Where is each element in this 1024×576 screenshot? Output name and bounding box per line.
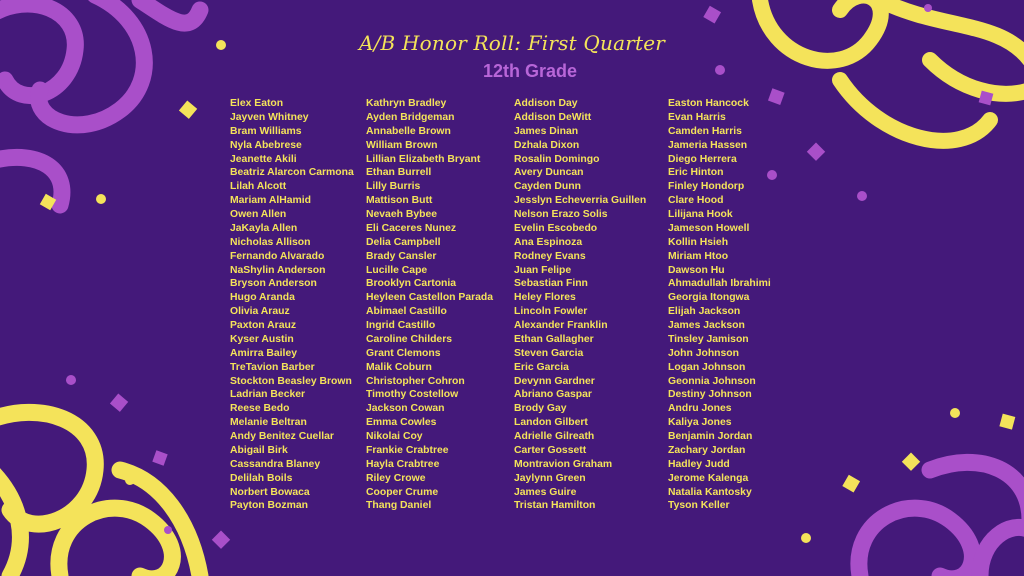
- student-name: Rodney Evans: [514, 250, 586, 262]
- student-name: Adrielle Gilreath: [514, 431, 595, 442]
- student-name: Bryson Anderson: [230, 278, 317, 290]
- student-name: Norbert Bowaca: [230, 486, 310, 498]
- student-name: Delilah Boils: [230, 472, 293, 484]
- student-name: Devynn Gardner: [514, 375, 595, 387]
- student-name: Kaliya Jones: [668, 417, 732, 429]
- student-name: Delia Campbell: [366, 236, 441, 248]
- student-name: Cooper Crume: [366, 486, 439, 498]
- student-name: Dawson Hu: [668, 264, 725, 276]
- student-name: Natalia Kantosky: [668, 486, 752, 498]
- student-name: Melanie Beltran: [230, 417, 307, 429]
- student-name: Montravion Graham: [514, 458, 613, 470]
- student-name: Geonnia Johnson: [668, 375, 756, 387]
- student-name: Cayden Dunn: [514, 181, 581, 193]
- student-name: Abimael Castillo: [366, 306, 447, 318]
- student-name: Hugo Aranda: [230, 292, 295, 304]
- student-name: Brooklyn Cartonia: [366, 278, 457, 290]
- student-name: Hadley Judd: [668, 458, 730, 470]
- student-name: Jackson Cowan: [366, 403, 445, 415]
- student-name: Lillian Elizabeth Bryant: [366, 153, 481, 165]
- student-name: Payton Bozman: [230, 500, 308, 512]
- student-name: Malik Coburn: [366, 361, 432, 373]
- student-name: Ethan Gallagher: [514, 333, 594, 345]
- student-name: Heley Flores: [514, 292, 576, 304]
- student-name: Finley Hondorp: [668, 181, 745, 193]
- student-name: Miriam Htoo: [668, 250, 729, 262]
- student-name: Sebastian Finn: [514, 278, 588, 290]
- student-name: Evan Harris: [668, 111, 726, 123]
- student-name: Mattison Butt: [366, 195, 433, 207]
- student-name: Easton Hancock: [668, 98, 749, 109]
- student-name: TreTavion Barber: [230, 361, 315, 373]
- student-name: Eli Caceres Nunez: [366, 222, 457, 234]
- student-name: Mariam AlHamid: [230, 195, 312, 207]
- student-name: Addison Day: [514, 98, 578, 109]
- student-name: Christopher Cohron: [366, 375, 465, 387]
- student-name: Destiny Johnson: [668, 389, 752, 401]
- student-name: Addison DeWitt: [514, 111, 592, 123]
- student-name: Landon Gilbert: [514, 417, 588, 429]
- name-column-2: [366, 97, 493, 513]
- student-name: Jeanette Akili: [230, 153, 297, 165]
- student-name: Bram Williams: [230, 125, 302, 137]
- student-name: Jayven Whitney: [230, 111, 309, 123]
- student-name: Tinsley Jamison: [668, 333, 749, 345]
- student-name: James Jackson: [668, 320, 745, 331]
- student-name: Cassandra Blaney: [230, 458, 321, 470]
- student-name: Lincoln Fowler: [514, 306, 588, 318]
- student-name: Ana Espinoza: [514, 236, 583, 248]
- student-name: Hayla Crabtree: [366, 458, 440, 470]
- student-name: Lilly Burris: [366, 181, 421, 193]
- student-name: Lilah Alcott: [230, 181, 287, 193]
- student-name: Lucille Cape: [366, 264, 428, 276]
- student-name: John Johnson: [668, 347, 739, 359]
- student-name: Reese Bedo: [230, 403, 290, 415]
- student-name: JaKayla Allen: [230, 222, 298, 234]
- student-name: Georgia Itongwa: [668, 292, 750, 304]
- grade-subtitle: 12th Grade: [482, 61, 578, 81]
- student-name: Olivia Arauz: [230, 306, 290, 318]
- student-name: Benjamin Jordan: [668, 431, 753, 442]
- student-name: Heyleen Castellon Parada: [366, 292, 494, 304]
- student-name: Stockton Beasley Brown: [230, 375, 352, 387]
- student-name: Jameria Hassen: [668, 139, 748, 151]
- student-name: Brody Gay: [514, 403, 567, 415]
- student-name: James Dinan: [514, 125, 579, 137]
- student-name: Ladrian Becker: [230, 389, 306, 401]
- student-name: Timothy Costellow: [366, 389, 459, 401]
- student-name: Thang Daniel: [366, 500, 432, 512]
- student-name: Abriano Gaspar: [514, 389, 592, 401]
- student-name: Jaylynn Green: [514, 472, 586, 484]
- student-name: Kyser Austin: [230, 333, 294, 345]
- student-name: William Brown: [366, 139, 438, 151]
- student-name: Caroline Childers: [366, 333, 453, 345]
- student-name: Logan Johnson: [668, 361, 746, 373]
- student-name: Andy Benitez Cuellar: [230, 431, 334, 442]
- student-name: Nelson Erazo Solis: [514, 209, 608, 220]
- student-name: Abigail Birk: [230, 444, 288, 456]
- student-name: Fernando Alvarado: [230, 250, 325, 262]
- student-name: Andru Jones: [668, 403, 732, 415]
- student-name: Nyla Abebrese: [230, 139, 302, 151]
- student-name: Carter Gossett: [514, 444, 587, 456]
- student-name: Eric Hinton: [668, 167, 724, 179]
- student-name: Ayden Bridgeman: [366, 111, 455, 123]
- student-name: Camden Harris: [668, 125, 742, 137]
- student-name: Alexander Franklin: [514, 320, 608, 331]
- student-name: NaShylin Anderson: [230, 264, 326, 276]
- student-name: Elijah Jackson: [668, 306, 741, 318]
- student-name: Tyson Keller: [668, 500, 730, 512]
- student-name: Dzhala Dixon: [514, 139, 580, 151]
- student-name: Paxton Arauz: [230, 320, 297, 331]
- student-name: Elex Eaton: [230, 98, 284, 109]
- student-name: Nevaeh Bybee: [366, 209, 438, 220]
- page-title: A/B Honor Roll: First Quarter: [358, 31, 666, 55]
- student-name: Owen Allen: [230, 209, 287, 220]
- student-name: Brady Cansler: [366, 250, 437, 262]
- student-name: Rosalin Domingo: [514, 153, 600, 165]
- student-name: James Guire: [514, 486, 577, 498]
- student-name: Kathryn Bradley: [366, 98, 447, 109]
- student-name: Diego Herrera: [668, 153, 737, 165]
- student-name: Steven Garcia: [514, 347, 584, 359]
- student-name: Ahmadullah Ibrahimi: [668, 278, 771, 290]
- student-name: Ethan Burrell: [366, 167, 432, 179]
- student-name: Grant Clemons: [366, 347, 441, 359]
- student-name: Kollin Hsieh: [668, 236, 729, 248]
- student-name: Emma Cowles: [366, 417, 437, 429]
- student-name: Tristan Hamilton: [514, 500, 596, 512]
- student-name: Jesslyn Echeverria Guillen: [514, 195, 647, 207]
- name-column-3: [514, 97, 646, 513]
- student-name: Zachary Jordan: [668, 444, 746, 456]
- student-name: Amirra Bailey: [230, 347, 297, 359]
- student-name: Beatriz Alarcon Carmona: [230, 167, 354, 179]
- student-name: Annabelle Brown: [366, 125, 451, 137]
- name-column-1: [230, 97, 354, 513]
- name-column-4: [668, 97, 771, 513]
- student-name: Jerome Kalenga: [668, 472, 749, 484]
- student-name: Nicholas Allison: [230, 236, 311, 248]
- student-name: Nikolai Coy: [366, 431, 423, 442]
- student-name: Juan Felipe: [514, 264, 572, 276]
- student-name: Frankie Crabtree: [366, 444, 449, 456]
- student-name: Eric Garcia: [514, 361, 569, 373]
- student-name: Ingrid Castillo: [366, 320, 436, 331]
- student-name: Lilijana Hook: [668, 209, 733, 220]
- student-name: Evelin Escobedo: [514, 222, 598, 234]
- student-name: Avery Duncan: [514, 167, 584, 179]
- student-name: Riley Crowe: [366, 472, 426, 484]
- student-name: Jameson Howell: [668, 222, 750, 234]
- student-name: Clare Hood: [668, 195, 724, 207]
